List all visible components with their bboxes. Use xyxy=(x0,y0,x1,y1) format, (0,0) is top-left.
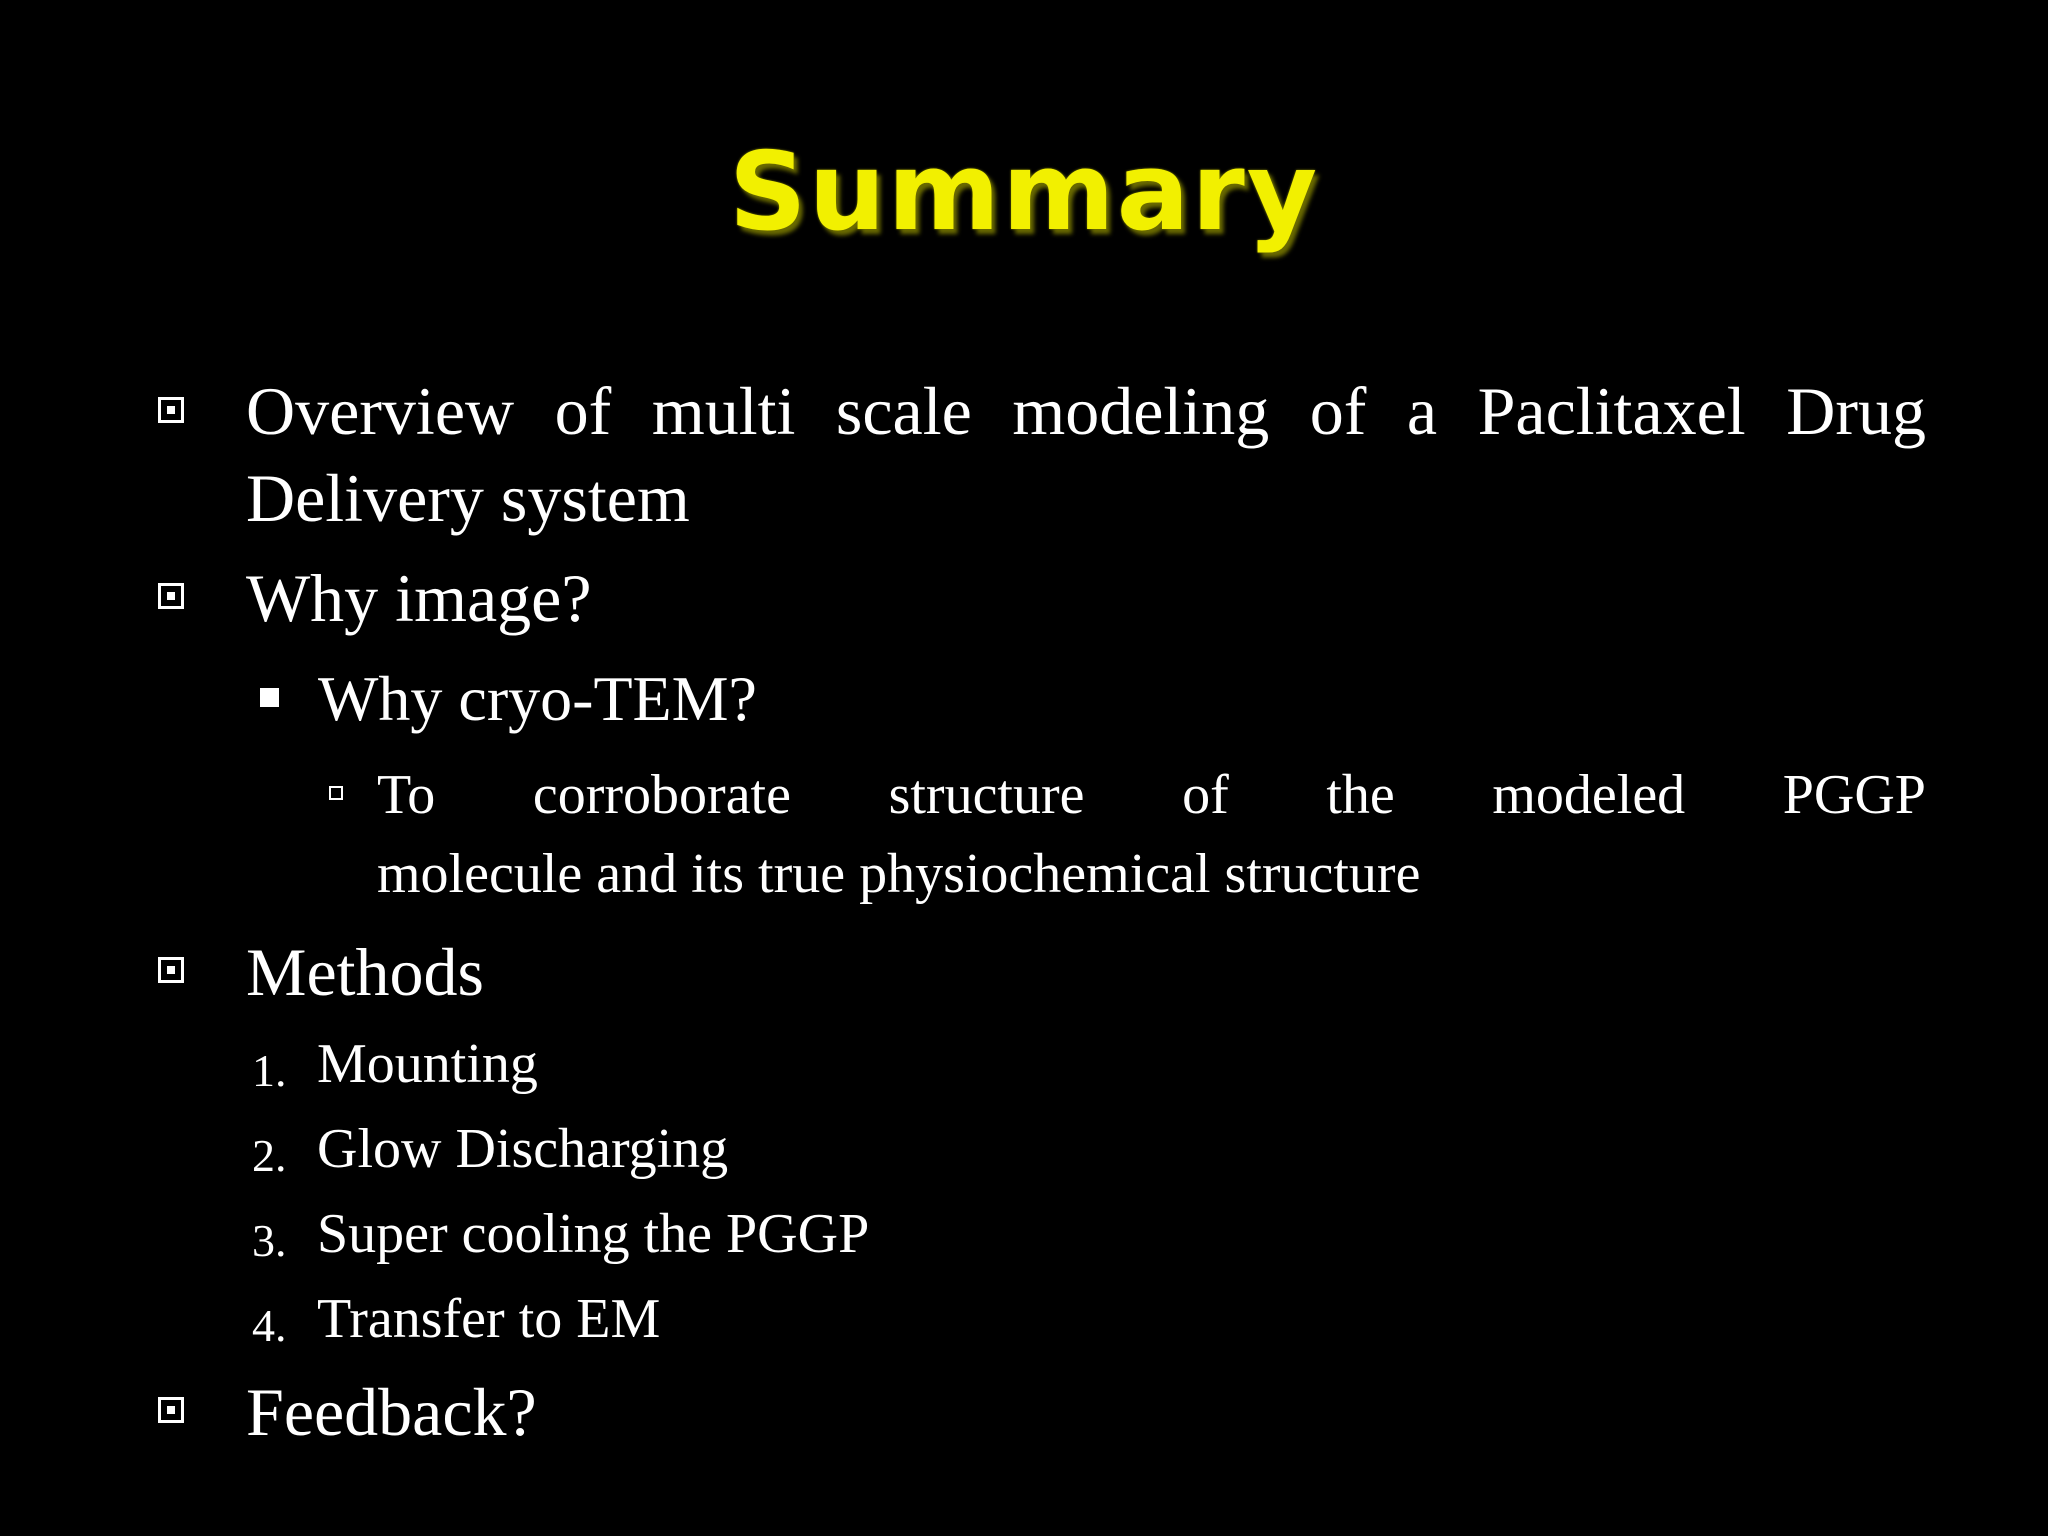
methods-text: Methods xyxy=(246,934,484,1010)
word: scale xyxy=(835,373,972,449)
corroborate-text-line1 xyxy=(377,757,1926,833)
method-step-text: Glow Discharging xyxy=(317,1118,729,1180)
overview-text-line1 xyxy=(246,368,1926,454)
slide-title: Summary xyxy=(728,130,1320,255)
word: To xyxy=(377,764,436,826)
feedback-text: Feedback? xyxy=(246,1374,537,1450)
method-step-number: 3. xyxy=(252,1215,287,1266)
method-step-text: Transfer to EM xyxy=(317,1288,661,1350)
word: corroborate xyxy=(532,764,791,826)
word: Paclitaxel xyxy=(1477,373,1746,449)
overview-text-line2: Delivery system xyxy=(246,460,690,536)
hollow-square-bullet-icon xyxy=(329,786,343,800)
word: a xyxy=(1406,373,1438,449)
method-step-text: Mounting xyxy=(317,1033,538,1095)
word: Overview xyxy=(246,373,515,449)
box-bullet-icon xyxy=(158,1397,184,1423)
word: of xyxy=(554,373,612,449)
word: Drug xyxy=(1786,373,1926,449)
method-step-number: 2. xyxy=(252,1130,287,1181)
method-step-number: 1. xyxy=(252,1045,287,1096)
box-bullet-icon xyxy=(158,957,184,983)
word: modeling xyxy=(1012,373,1270,449)
method-step-text: Super cooling the PGGP xyxy=(317,1203,870,1265)
word: PGGP xyxy=(1782,764,1926,826)
why-cryo-tem-text: Why cryo-TEM? xyxy=(318,663,757,734)
word: of xyxy=(1182,764,1229,826)
word: of xyxy=(1309,373,1367,449)
word: multi xyxy=(651,373,796,449)
word: structure xyxy=(888,764,1085,826)
square-bullet-icon xyxy=(260,688,279,707)
method-step-number: 4. xyxy=(252,1300,287,1351)
word: the xyxy=(1326,764,1395,826)
box-bullet-icon xyxy=(158,397,184,423)
box-bullet-icon xyxy=(158,583,184,609)
corroborate-text-line2: molecule and its true physiochemical structure xyxy=(377,843,1421,905)
why-image-text: Why image? xyxy=(246,560,592,636)
word: modeled xyxy=(1492,764,1686,826)
